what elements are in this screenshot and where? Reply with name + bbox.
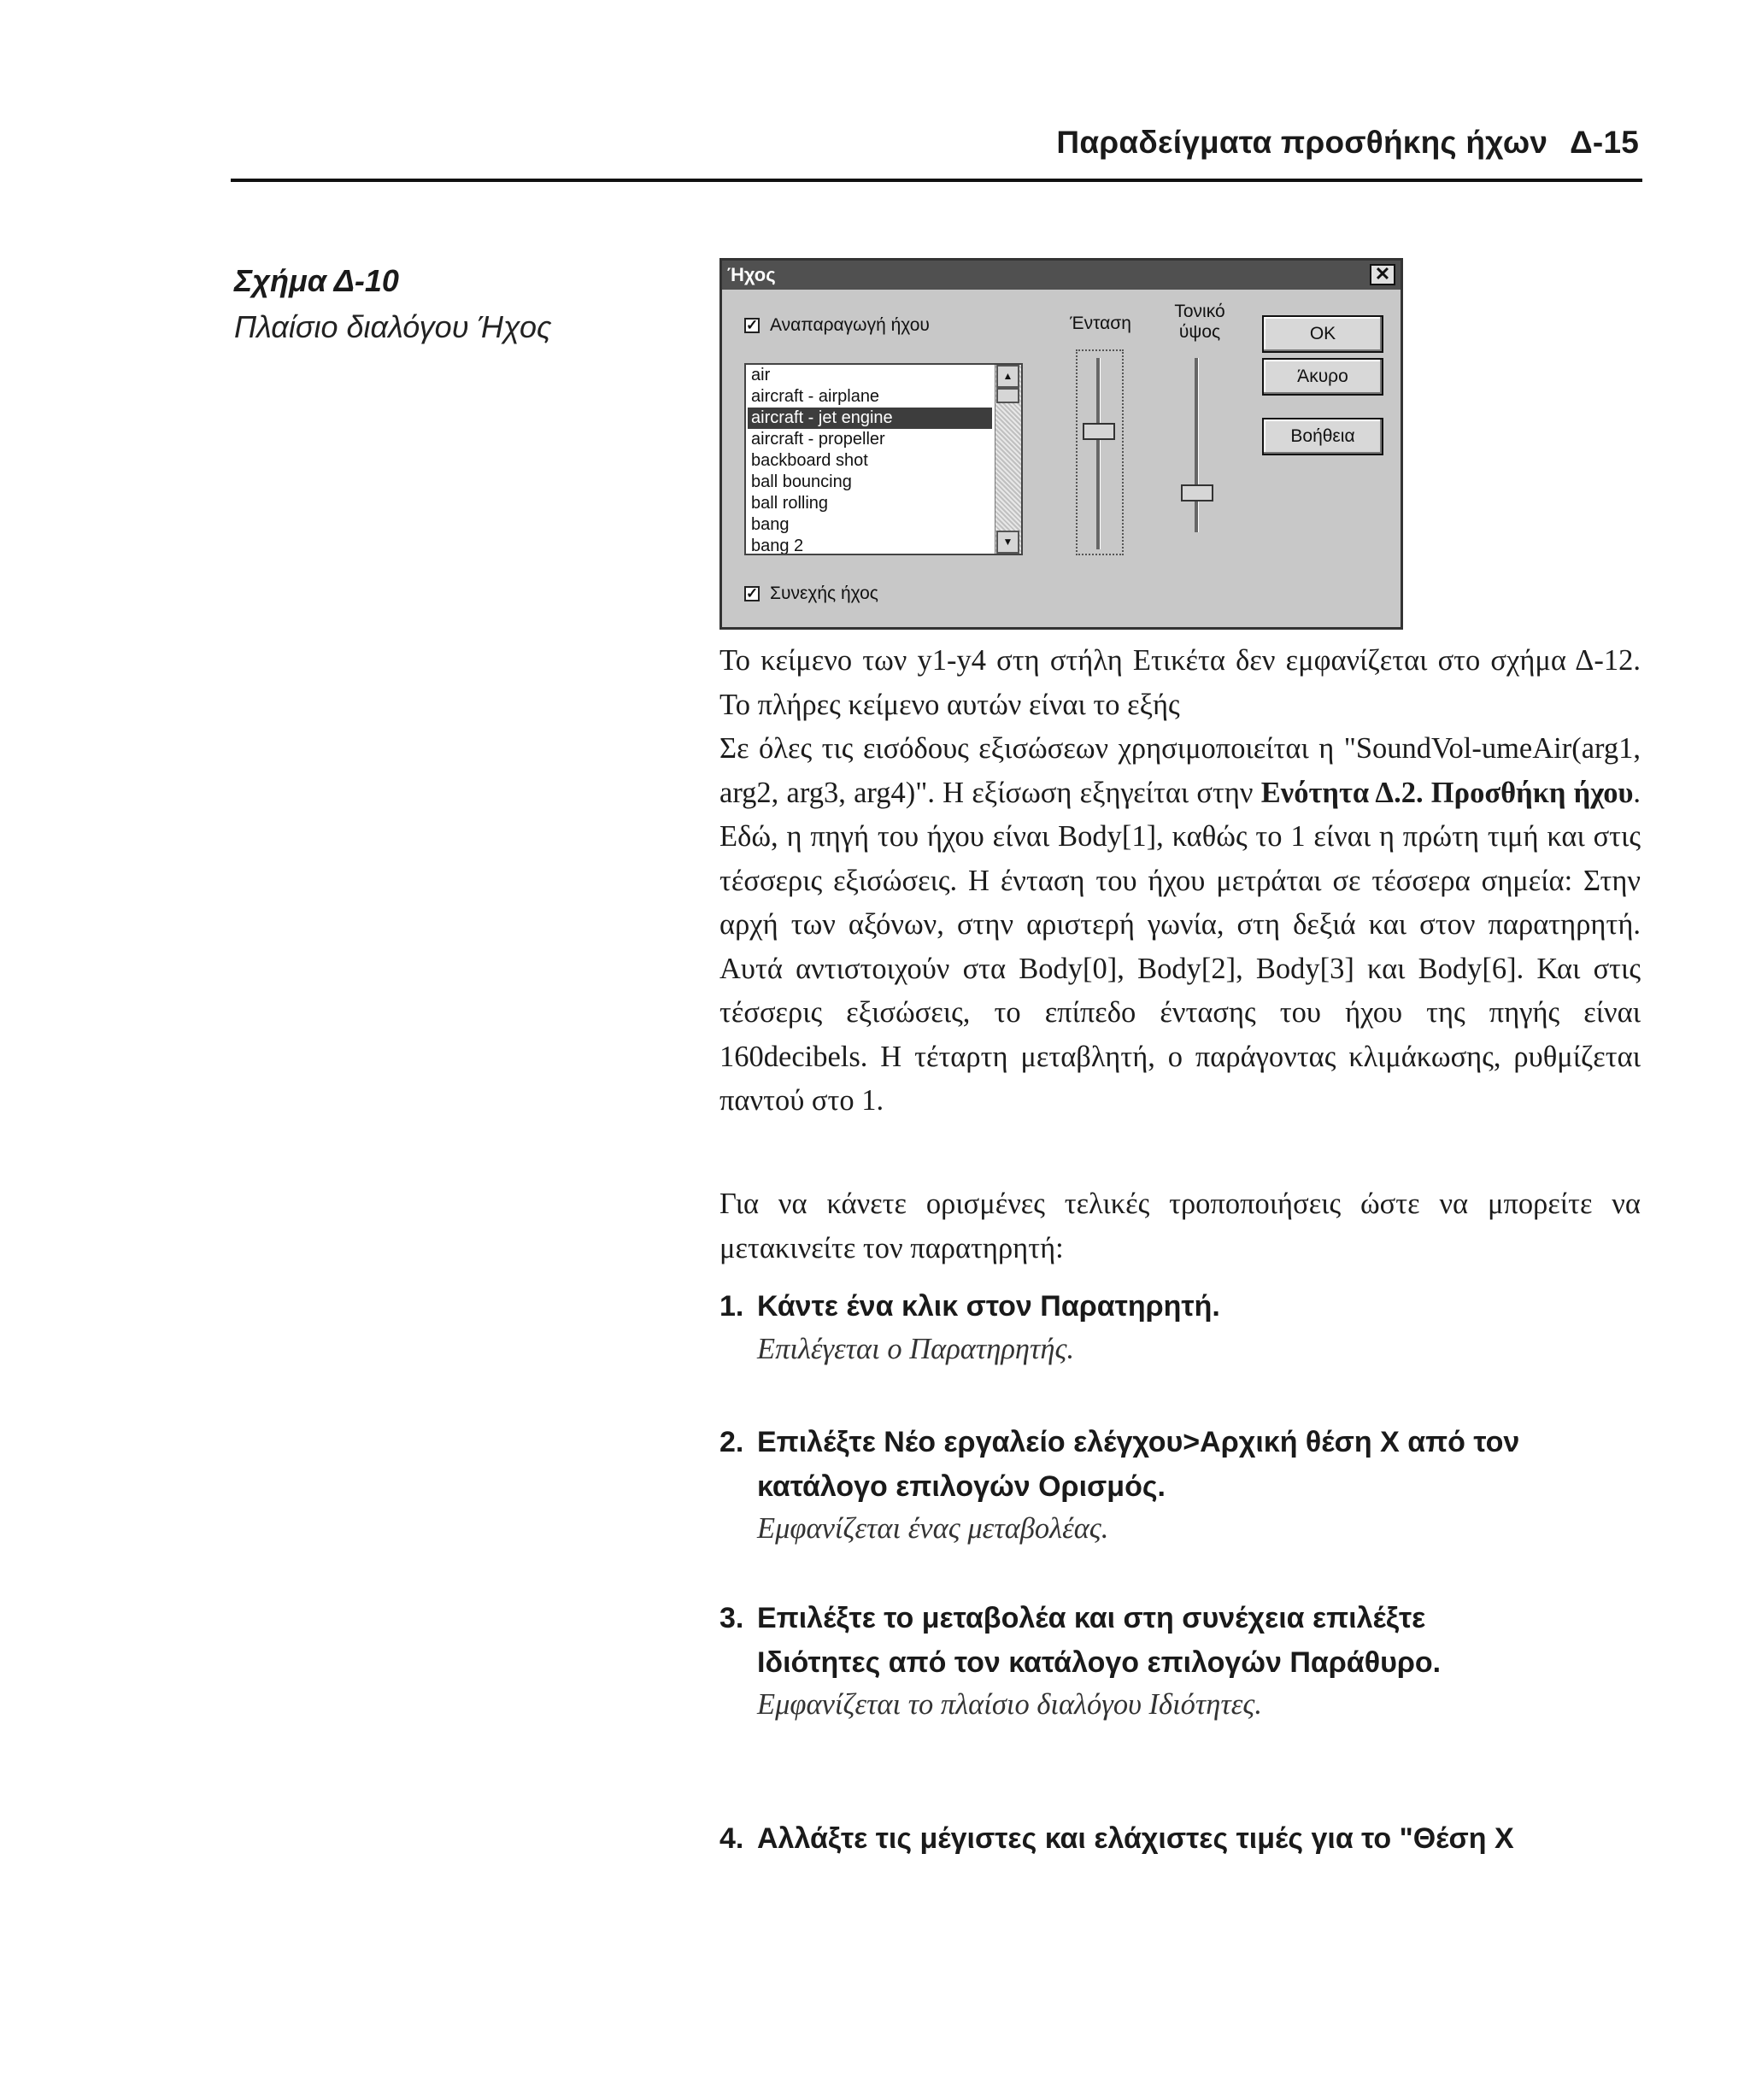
sound-list-item[interactable]: air [751, 366, 771, 384]
play-sound-checkbox[interactable]: ✓ [746, 317, 759, 333]
step-3 [719, 1596, 1441, 1685]
step-1-result: Επιλέγεται ο Παρατηρητής. [757, 1333, 1075, 1365]
paragraph-2: Για να κάνετε ορισμένες τελικές τροποποιήσεις ώστε να μπορείτε να μετακινείτε τον παρατηρητή: [719, 1188, 1641, 1264]
section-reference: Ενότητα Δ.2. Προσθήκη ήχου [1260, 776, 1634, 809]
dialog-titlebar [722, 261, 1401, 290]
step-3-result: Εμφανίζεται το πλαίσιο διαλόγου Ιδιότητες. [757, 1688, 1262, 1721]
dialog-title: Ήχος [727, 264, 776, 285]
step-2-text-line1: Επιλέξτε Νέο εργαλείο ελέγχου>Αρχική θέση Χ από τον [757, 1426, 1520, 1458]
figure-label: Σχήμα Δ-10 [234, 263, 399, 298]
sound-dialog [719, 258, 1403, 630]
cancel-button[interactable]: Άκυρο [1262, 358, 1383, 396]
play-sound-label: Αναπαραγωγή ήχου [770, 315, 930, 335]
step-3-text-line2: Ιδιότητες από τον κατάλογο επιλογών Παράθυρο. [757, 1646, 1442, 1679]
step-4-text: Αλλάξτε τις μέγιστες και ελάχιστες τιμές για το "Θέση Χ [757, 1822, 1514, 1855]
step-1 [719, 1284, 1220, 1329]
sound-list [748, 365, 992, 555]
sound-list-item[interactable]: aircraft - jet engine [748, 408, 992, 429]
sound-list-item[interactable]: aircraft - airplane [751, 387, 880, 406]
paragraph-1-b: Σε όλες τις εισόδους εξισώσεων χρησιμοποιείται η "SoundVol-umeAir(arg1, arg2, arg3, arg4)". Η εξίσωση εξηγείται στην [719, 732, 1641, 809]
pitch-slider-thumb[interactable] [1181, 484, 1213, 502]
step-1-number: 1. [719, 1290, 744, 1323]
volume-label: Ένταση [1070, 314, 1131, 333]
pitch-label-line2: ύψος [1178, 322, 1221, 342]
sound-list-item[interactable]: bang [751, 515, 790, 534]
step-2-text-line2: κατάλογο επιλογών Ορισμός. [757, 1470, 1166, 1503]
continuous-sound-checkbox[interactable]: ✓ [746, 585, 759, 601]
page-number: Δ-15 [1570, 125, 1639, 160]
figure-title: Πλαίσιο διαλόγου Ήχος [234, 309, 552, 344]
sound-list-item[interactable]: backboard shot [751, 451, 868, 470]
step-4-number: 4. [719, 1822, 744, 1855]
scroll-up-arrow-icon[interactable]: ▲ [996, 365, 1019, 388]
help-button[interactable]: Βοήθεια [1262, 418, 1383, 455]
step-1-text: Κάντε ένα κλικ στον Παρατηρητή. [757, 1290, 1220, 1323]
ok-button[interactable]: OK [1262, 315, 1383, 353]
sound-list-item[interactable]: ball bouncing [751, 472, 852, 491]
step-2 [719, 1420, 1519, 1509]
step-2-number: 2. [719, 1426, 744, 1458]
sound-listbox[interactable] [744, 363, 1023, 555]
sound-list-item[interactable]: bang 2 [751, 537, 804, 555]
volume-slider-track[interactable] [1096, 358, 1101, 549]
volume-slider-thumb[interactable] [1083, 423, 1115, 440]
pitch-label-line1: Τονικό [1174, 302, 1225, 321]
sound-list-item[interactable]: ball rolling [751, 494, 829, 513]
pitch-slider-track[interactable] [1195, 358, 1199, 532]
running-header [1056, 125, 1639, 161]
header-rule [231, 179, 1642, 182]
step-4 [719, 1816, 1514, 1861]
paragraph-1 [719, 639, 1641, 1123]
step-2-result: Εμφανίζεται ένας μεταβολέας. [757, 1512, 1109, 1545]
continuous-sound-label: Συνεχής ήχος [770, 584, 878, 603]
scrollbar-thumb[interactable] [996, 388, 1019, 403]
step-3-number: 3. [719, 1602, 744, 1634]
header-title: Παραδείγματα προσθήκης ήχων [1056, 125, 1548, 160]
scroll-down-arrow-icon[interactable]: ▼ [996, 531, 1019, 554]
paragraph-1-a: Το κείμενο των y1-y4 στη στήλη Ετικέτα δεν εμφανίζεται στο σχήμα Δ-12. Το πλήρες κείμενο αυτών είναι το εξής [719, 644, 1641, 721]
step-3-text-line1: Επιλέξτε το μεταβολέα και στη συνέχεια επιλέξτε [757, 1602, 1426, 1634]
paragraph-1-c: . Εδώ, η πηγή του ήχου είναι Body[1], καθώς το 1 είναι η πρώτη τιμή και στις τέσσερις εξισώσεις. Η ένταση του ήχου μετράται σε τέσσερα σημεία: Στην αρχή των αξόνων, στην αριστερή γωνία, στη δεξιά και στον παρατηρητή. Αυτά αντιστοιχούν στα Body[0], Body[2], Body[3] και Body[6]. Και στις τέσσερις εξισώσεις, το επίπεδο έντασης του ήχου της πηγής είναι 160decibels. Η τέταρτη μεταβλητή, ο παράγοντας κλιμάκωσης, ρυθμίζεται παντού στο 1. [719, 776, 1641, 1117]
close-button[interactable]: ✕ [1370, 264, 1395, 285]
listbox-scrollbar[interactable] [995, 365, 1021, 554]
sound-list-item[interactable]: aircraft - propeller [751, 430, 885, 449]
